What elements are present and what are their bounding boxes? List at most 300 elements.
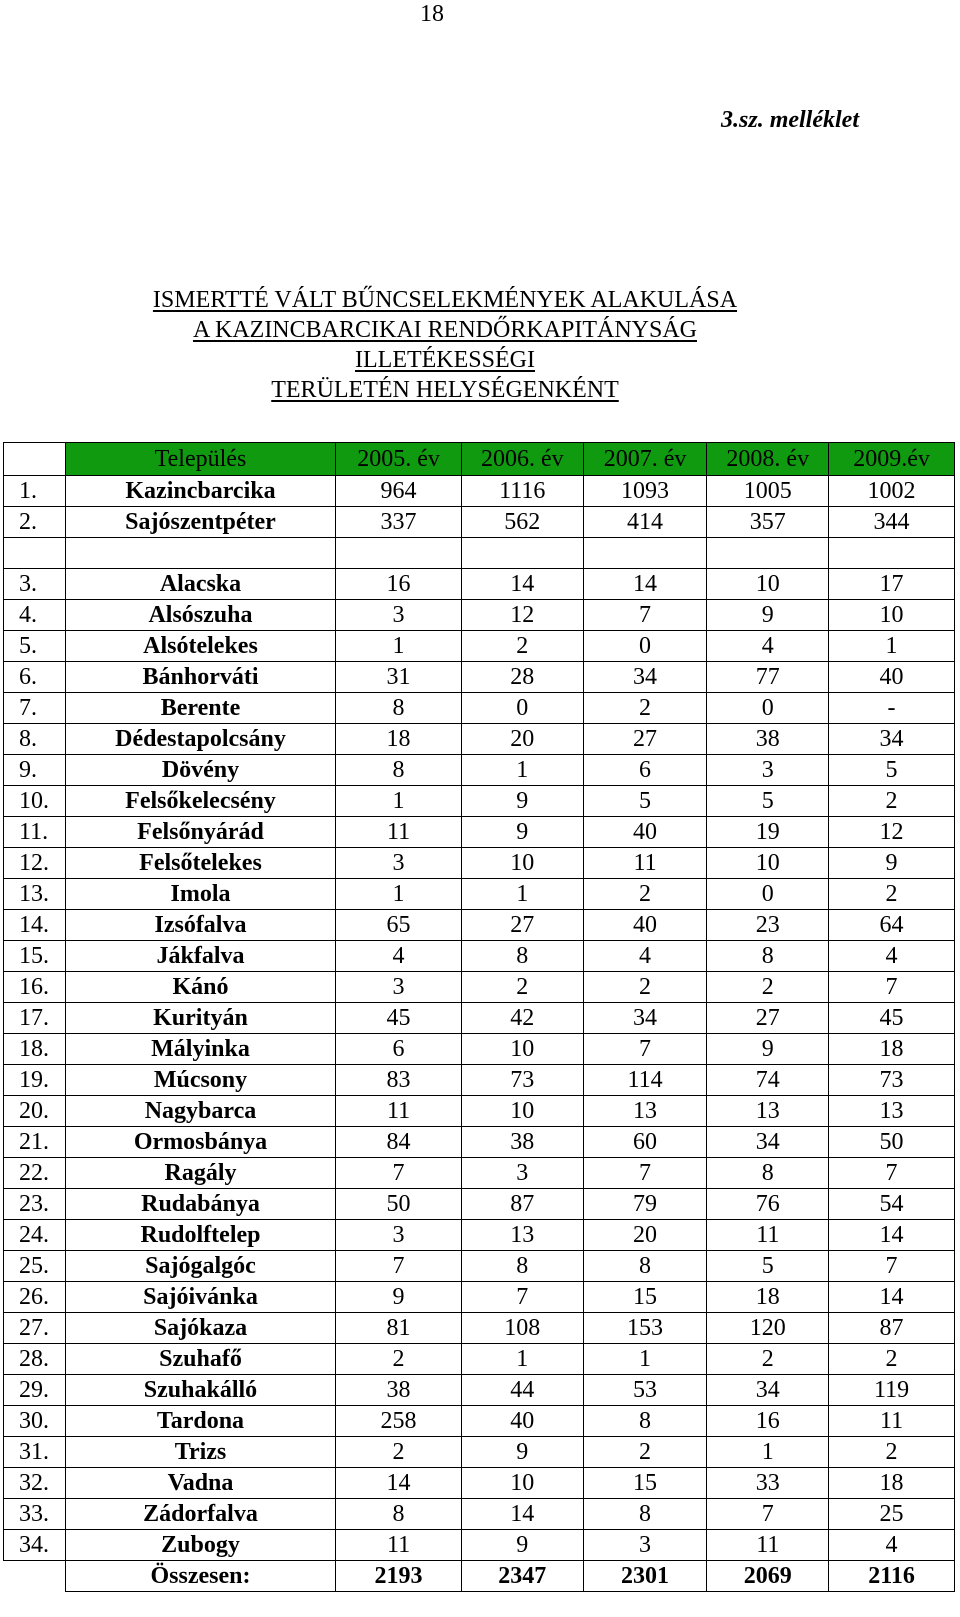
settlement-name: Nagybarca xyxy=(65,1096,335,1127)
year-value-cell: 8 xyxy=(583,1251,707,1282)
row-number: 7. xyxy=(4,693,66,724)
annex-label: 3.sz. melléklet xyxy=(721,107,859,133)
table-row xyxy=(4,507,955,538)
year-value-cell: 16 xyxy=(336,569,462,600)
year-value-cell: 8 xyxy=(707,1158,829,1189)
year-value-cell: 7 xyxy=(583,1158,707,1189)
row-number: 20. xyxy=(4,1096,66,1127)
empty-cell xyxy=(707,538,829,569)
table-body xyxy=(4,476,955,1592)
year-value-cell: 87 xyxy=(461,1189,583,1220)
row-number: 24. xyxy=(4,1220,66,1251)
year-value-cell: 14 xyxy=(583,569,707,600)
row-number: 28. xyxy=(4,1344,66,1375)
table-row xyxy=(4,476,955,507)
year-value-cell: 3 xyxy=(583,1530,707,1561)
year-value-cell: 11 xyxy=(829,1406,955,1437)
row-number: 4. xyxy=(4,600,66,631)
year-value-cell: 73 xyxy=(829,1065,955,1096)
year-value-cell: 18 xyxy=(829,1034,955,1065)
year-value-cell: 7 xyxy=(829,972,955,1003)
table-row xyxy=(4,1251,955,1282)
title-line: A KAZINCBARCIKAI RENDŐRKAPITÁNYSÁG xyxy=(192,317,697,343)
year-value-cell: 9 xyxy=(461,817,583,848)
year-value-cell: 27 xyxy=(583,724,707,755)
year-value-cell: 114 xyxy=(583,1065,707,1096)
year-value-cell: 60 xyxy=(583,1127,707,1158)
year-value-cell: 14 xyxy=(461,569,583,600)
year-value-cell: 8 xyxy=(336,693,462,724)
settlement-name: Szuhafő xyxy=(65,1344,335,1375)
row-number: 1. xyxy=(4,476,66,507)
year-value-cell: 9 xyxy=(461,1437,583,1468)
year-value-cell: 7 xyxy=(336,1158,462,1189)
row-number: 11. xyxy=(4,817,66,848)
year-value-cell: 40 xyxy=(583,910,707,941)
year-value-cell: 1 xyxy=(336,879,462,910)
year-value-cell: 964 xyxy=(336,476,462,507)
table-row xyxy=(4,569,955,600)
year-value-cell: 108 xyxy=(461,1313,583,1344)
empty-cell xyxy=(461,538,583,569)
year-value-cell: 562 xyxy=(461,507,583,538)
year-value-cell: 7 xyxy=(583,1034,707,1065)
table-row xyxy=(4,848,955,879)
row-number: 23. xyxy=(4,1189,66,1220)
crime-statistics-table xyxy=(3,442,955,1592)
year-value-cell: 19 xyxy=(707,817,829,848)
table-row xyxy=(4,1034,955,1065)
header-year: 2007. év xyxy=(583,443,707,476)
year-value-cell: 10 xyxy=(461,1468,583,1499)
row-number: 5. xyxy=(4,631,66,662)
year-value-cell: 8 xyxy=(461,1251,583,1282)
year-value-cell: 8 xyxy=(707,941,829,972)
table-row xyxy=(4,662,955,693)
row-number: 12. xyxy=(4,848,66,879)
year-value-cell: 4 xyxy=(583,941,707,972)
row-number: 31. xyxy=(4,1437,66,1468)
total-value-cell: 2347 xyxy=(461,1561,583,1592)
year-value-cell: 14 xyxy=(461,1499,583,1530)
year-value-cell: 10 xyxy=(461,1096,583,1127)
year-value-cell: 1 xyxy=(336,786,462,817)
header-year: 2009.év xyxy=(829,443,955,476)
year-value-cell: 20 xyxy=(461,724,583,755)
row-number: 14. xyxy=(4,910,66,941)
year-value-cell: 28 xyxy=(461,662,583,693)
year-value-cell: 11 xyxy=(336,817,462,848)
year-value-cell: 53 xyxy=(583,1375,707,1406)
title-line: ISMERTTÉ VÁLT BŰNCSELEKMÉNYEK ALAKULÁSA xyxy=(152,287,738,313)
settlement-name: Ormosbánya xyxy=(65,1127,335,1158)
header-number-cell xyxy=(4,443,66,476)
year-value-cell: 11 xyxy=(707,1530,829,1561)
empty-cell xyxy=(4,538,66,569)
year-value-cell: 11 xyxy=(707,1220,829,1251)
year-value-cell: 4 xyxy=(336,941,462,972)
year-value-cell: 5 xyxy=(707,1251,829,1282)
year-value-cell: 13 xyxy=(707,1096,829,1127)
row-number: 30. xyxy=(4,1406,66,1437)
year-value-cell: 11 xyxy=(336,1096,462,1127)
page-number: 18 xyxy=(420,1,444,27)
year-value-cell: 45 xyxy=(336,1003,462,1034)
year-value-cell: 6 xyxy=(336,1034,462,1065)
total-row xyxy=(4,1561,955,1592)
table-row xyxy=(4,1313,955,1344)
year-value-cell: 27 xyxy=(461,910,583,941)
row-number: 21. xyxy=(4,1127,66,1158)
settlement-name: Alsótelekes xyxy=(65,631,335,662)
table-row xyxy=(4,1003,955,1034)
settlement-name: Ragály xyxy=(65,1158,335,1189)
year-value-cell: 27 xyxy=(707,1003,829,1034)
year-value-cell: 4 xyxy=(829,941,955,972)
row-number: 6. xyxy=(4,662,66,693)
year-value-cell: 0 xyxy=(707,693,829,724)
year-value-cell: 34 xyxy=(707,1375,829,1406)
title-line: TERÜLETÉN HELYSÉGENKÉNT xyxy=(271,377,619,403)
row-number: 25. xyxy=(4,1251,66,1282)
row-number: 8. xyxy=(4,724,66,755)
row-number: 34. xyxy=(4,1530,66,1561)
row-number: 33. xyxy=(4,1499,66,1530)
table-row xyxy=(4,1437,955,1468)
table-row xyxy=(4,1406,955,1437)
year-value-cell: 3 xyxy=(707,755,829,786)
year-value-cell: 14 xyxy=(829,1282,955,1313)
settlement-name: Múcsony xyxy=(65,1065,335,1096)
row-number: 15. xyxy=(4,941,66,972)
year-value-cell: - xyxy=(829,693,955,724)
year-value-cell: 50 xyxy=(829,1127,955,1158)
year-value-cell: 84 xyxy=(336,1127,462,1158)
table-row xyxy=(4,1096,955,1127)
year-value-cell: 153 xyxy=(583,1313,707,1344)
year-value-cell: 40 xyxy=(461,1406,583,1437)
year-value-cell: 8 xyxy=(583,1499,707,1530)
year-value-cell: 17 xyxy=(829,569,955,600)
row-number: 2. xyxy=(4,507,66,538)
header-year: 2006. év xyxy=(461,443,583,476)
year-value-cell: 2 xyxy=(461,972,583,1003)
year-value-cell: 25 xyxy=(829,1499,955,1530)
settlement-name: Izsófalva xyxy=(65,910,335,941)
year-value-cell: 7 xyxy=(707,1499,829,1530)
total-value-cell: 2069 xyxy=(707,1561,829,1592)
table-row xyxy=(4,1220,955,1251)
year-value-cell: 2 xyxy=(336,1344,462,1375)
year-value-cell: 1 xyxy=(461,755,583,786)
year-value-cell: 83 xyxy=(336,1065,462,1096)
year-value-cell: 20 xyxy=(583,1220,707,1251)
year-value-cell: 2 xyxy=(829,1344,955,1375)
settlement-name: Tardona xyxy=(65,1406,335,1437)
year-value-cell: 74 xyxy=(707,1065,829,1096)
table-row xyxy=(4,1375,955,1406)
year-value-cell: 1 xyxy=(829,631,955,662)
year-value-cell: 1 xyxy=(461,879,583,910)
year-value-cell: 2 xyxy=(829,879,955,910)
year-value-cell: 1002 xyxy=(829,476,955,507)
year-value-cell: 34 xyxy=(583,662,707,693)
spacer-row xyxy=(4,538,955,569)
table-row xyxy=(4,724,955,755)
year-value-cell: 8 xyxy=(336,755,462,786)
year-value-cell: 64 xyxy=(829,910,955,941)
year-value-cell: 4 xyxy=(829,1530,955,1561)
year-value-cell: 12 xyxy=(461,600,583,631)
settlement-name: Jákfalva xyxy=(65,941,335,972)
settlement-name: Sajóivánka xyxy=(65,1282,335,1313)
year-value-cell: 54 xyxy=(829,1189,955,1220)
year-value-cell: 2 xyxy=(583,879,707,910)
settlement-name: Trizs xyxy=(65,1437,335,1468)
year-value-cell: 13 xyxy=(829,1096,955,1127)
settlement-name: Dédestapolcsány xyxy=(65,724,335,755)
year-value-cell: 2 xyxy=(829,786,955,817)
year-value-cell: 5 xyxy=(583,786,707,817)
year-value-cell: 15 xyxy=(583,1282,707,1313)
table-row xyxy=(4,1065,955,1096)
year-value-cell: 3 xyxy=(336,1220,462,1251)
table-row xyxy=(4,1344,955,1375)
settlement-name: Felsőtelekes xyxy=(65,848,335,879)
year-value-cell: 65 xyxy=(336,910,462,941)
settlement-name: Imola xyxy=(65,879,335,910)
row-number: 27. xyxy=(4,1313,66,1344)
year-value-cell: 15 xyxy=(583,1468,707,1499)
year-value-cell: 12 xyxy=(829,817,955,848)
table-row xyxy=(4,693,955,724)
year-value-cell: 18 xyxy=(829,1468,955,1499)
year-value-cell: 73 xyxy=(461,1065,583,1096)
year-value-cell: 2 xyxy=(583,693,707,724)
year-value-cell: 1116 xyxy=(461,476,583,507)
table-row xyxy=(4,1158,955,1189)
year-value-cell: 1005 xyxy=(707,476,829,507)
year-value-cell: 0 xyxy=(707,879,829,910)
settlement-name: Felsőkelecsény xyxy=(65,786,335,817)
empty-cell xyxy=(829,538,955,569)
year-value-cell: 38 xyxy=(461,1127,583,1158)
row-number: 19. xyxy=(4,1065,66,1096)
year-value-cell: 1 xyxy=(336,631,462,662)
table-row xyxy=(4,817,955,848)
year-value-cell: 0 xyxy=(461,693,583,724)
year-value-cell: 8 xyxy=(461,941,583,972)
settlement-name: Kazincbarcika xyxy=(65,476,335,507)
year-value-cell: 0 xyxy=(583,631,707,662)
year-value-cell: 2 xyxy=(583,972,707,1003)
year-value-cell: 3 xyxy=(336,600,462,631)
year-value-cell: 9 xyxy=(336,1282,462,1313)
year-value-cell: 10 xyxy=(461,848,583,879)
year-value-cell: 42 xyxy=(461,1003,583,1034)
year-value-cell: 119 xyxy=(829,1375,955,1406)
table-row xyxy=(4,1499,955,1530)
settlement-name: Dövény xyxy=(65,755,335,786)
year-value-cell: 31 xyxy=(336,662,462,693)
year-value-cell: 2 xyxy=(829,1437,955,1468)
row-number: 9. xyxy=(4,755,66,786)
settlement-name: Kurityán xyxy=(65,1003,335,1034)
year-value-cell: 87 xyxy=(829,1313,955,1344)
year-value-cell: 258 xyxy=(336,1406,462,1437)
header-year: 2008. év xyxy=(707,443,829,476)
year-value-cell: 414 xyxy=(583,507,707,538)
year-value-cell: 7 xyxy=(583,600,707,631)
row-number: 17. xyxy=(4,1003,66,1034)
total-value-cell: 2301 xyxy=(583,1561,707,1592)
table-row xyxy=(4,786,955,817)
settlement-name: Rudabánya xyxy=(65,1189,335,1220)
year-value-cell: 18 xyxy=(707,1282,829,1313)
settlement-name: Vadna xyxy=(65,1468,335,1499)
year-value-cell: 10 xyxy=(707,569,829,600)
year-value-cell: 45 xyxy=(829,1003,955,1034)
row-number: 3. xyxy=(4,569,66,600)
year-value-cell: 357 xyxy=(707,507,829,538)
row-number: 13. xyxy=(4,879,66,910)
table-row xyxy=(4,941,955,972)
table-row xyxy=(4,972,955,1003)
year-value-cell: 1 xyxy=(461,1344,583,1375)
year-value-cell: 44 xyxy=(461,1375,583,1406)
year-value-cell: 3 xyxy=(336,972,462,1003)
year-value-cell: 14 xyxy=(336,1468,462,1499)
year-value-cell: 38 xyxy=(707,724,829,755)
year-value-cell: 8 xyxy=(583,1406,707,1437)
settlement-name: Sajókaza xyxy=(65,1313,335,1344)
total-value-cell: 2116 xyxy=(829,1561,955,1592)
empty-cell xyxy=(65,538,335,569)
year-value-cell: 10 xyxy=(829,600,955,631)
header-settlement: Település xyxy=(65,443,335,476)
year-value-cell: 5 xyxy=(829,755,955,786)
year-value-cell: 1093 xyxy=(583,476,707,507)
year-value-cell: 337 xyxy=(336,507,462,538)
year-value-cell: 2 xyxy=(336,1437,462,1468)
year-value-cell: 13 xyxy=(461,1220,583,1251)
year-value-cell: 13 xyxy=(583,1096,707,1127)
year-value-cell: 34 xyxy=(829,724,955,755)
year-value-cell: 9 xyxy=(707,1034,829,1065)
table-row xyxy=(4,879,955,910)
year-value-cell: 76 xyxy=(707,1189,829,1220)
year-value-cell: 2 xyxy=(583,1437,707,1468)
table-row xyxy=(4,910,955,941)
year-value-cell: 9 xyxy=(829,848,955,879)
settlement-name: Szuhakálló xyxy=(65,1375,335,1406)
title-line: ILLETÉKESSÉGI xyxy=(355,347,535,373)
year-value-cell: 10 xyxy=(707,848,829,879)
year-value-cell: 10 xyxy=(461,1034,583,1065)
year-value-cell: 2 xyxy=(707,972,829,1003)
table-row xyxy=(4,1282,955,1313)
year-value-cell: 2 xyxy=(707,1344,829,1375)
year-value-cell: 81 xyxy=(336,1313,462,1344)
row-number: 16. xyxy=(4,972,66,1003)
year-value-cell: 40 xyxy=(829,662,955,693)
settlement-name: Mályinka xyxy=(65,1034,335,1065)
year-value-cell: 7 xyxy=(829,1251,955,1282)
year-value-cell: 18 xyxy=(336,724,462,755)
year-value-cell: 120 xyxy=(707,1313,829,1344)
settlement-name: Kánó xyxy=(65,972,335,1003)
row-number: 18. xyxy=(4,1034,66,1065)
document-title xyxy=(60,285,830,405)
year-value-cell: 34 xyxy=(583,1003,707,1034)
year-value-cell: 40 xyxy=(583,817,707,848)
settlement-name: Zádorfalva xyxy=(65,1499,335,1530)
year-value-cell: 79 xyxy=(583,1189,707,1220)
year-value-cell: 11 xyxy=(336,1530,462,1561)
settlement-name: Zubogy xyxy=(65,1530,335,1561)
empty-cell xyxy=(583,538,707,569)
year-value-cell: 3 xyxy=(336,848,462,879)
year-value-cell: 33 xyxy=(707,1468,829,1499)
settlement-name: Rudolftelep xyxy=(65,1220,335,1251)
total-value-cell: 2193 xyxy=(336,1561,462,1592)
year-value-cell: 6 xyxy=(583,755,707,786)
year-value-cell: 2 xyxy=(461,631,583,662)
row-number: 10. xyxy=(4,786,66,817)
year-value-cell: 38 xyxy=(336,1375,462,1406)
total-label: Összesen: xyxy=(65,1561,335,1592)
year-value-cell: 77 xyxy=(707,662,829,693)
year-value-cell: 4 xyxy=(707,631,829,662)
year-value-cell: 344 xyxy=(829,507,955,538)
settlement-name: Alacska xyxy=(65,569,335,600)
settlement-name: Felsőnyárád xyxy=(65,817,335,848)
table-header-row xyxy=(4,443,955,476)
year-value-cell: 1 xyxy=(707,1437,829,1468)
year-value-cell: 7 xyxy=(829,1158,955,1189)
table-row xyxy=(4,755,955,786)
year-value-cell: 9 xyxy=(461,786,583,817)
year-value-cell: 5 xyxy=(707,786,829,817)
year-value-cell: 50 xyxy=(336,1189,462,1220)
year-value-cell: 16 xyxy=(707,1406,829,1437)
row-number: 32. xyxy=(4,1468,66,1499)
empty-cell xyxy=(4,1561,66,1592)
header-year: 2005. év xyxy=(336,443,462,476)
year-value-cell: 7 xyxy=(336,1251,462,1282)
year-value-cell: 8 xyxy=(336,1499,462,1530)
settlement-name: Sajószentpéter xyxy=(65,507,335,538)
year-value-cell: 11 xyxy=(583,848,707,879)
settlement-name: Alsószuha xyxy=(65,600,335,631)
settlement-name: Bánhorváti xyxy=(65,662,335,693)
row-number: 26. xyxy=(4,1282,66,1313)
year-value-cell: 1 xyxy=(583,1344,707,1375)
year-value-cell: 9 xyxy=(461,1530,583,1561)
year-value-cell: 9 xyxy=(707,600,829,631)
year-value-cell: 7 xyxy=(461,1282,583,1313)
year-value-cell: 34 xyxy=(707,1127,829,1158)
row-number: 29. xyxy=(4,1375,66,1406)
table-row xyxy=(4,1468,955,1499)
table-row xyxy=(4,631,955,662)
empty-cell xyxy=(336,538,462,569)
year-value-cell: 23 xyxy=(707,910,829,941)
table-row xyxy=(4,1127,955,1158)
year-value-cell: 3 xyxy=(461,1158,583,1189)
table-row xyxy=(4,1530,955,1561)
table-row xyxy=(4,600,955,631)
